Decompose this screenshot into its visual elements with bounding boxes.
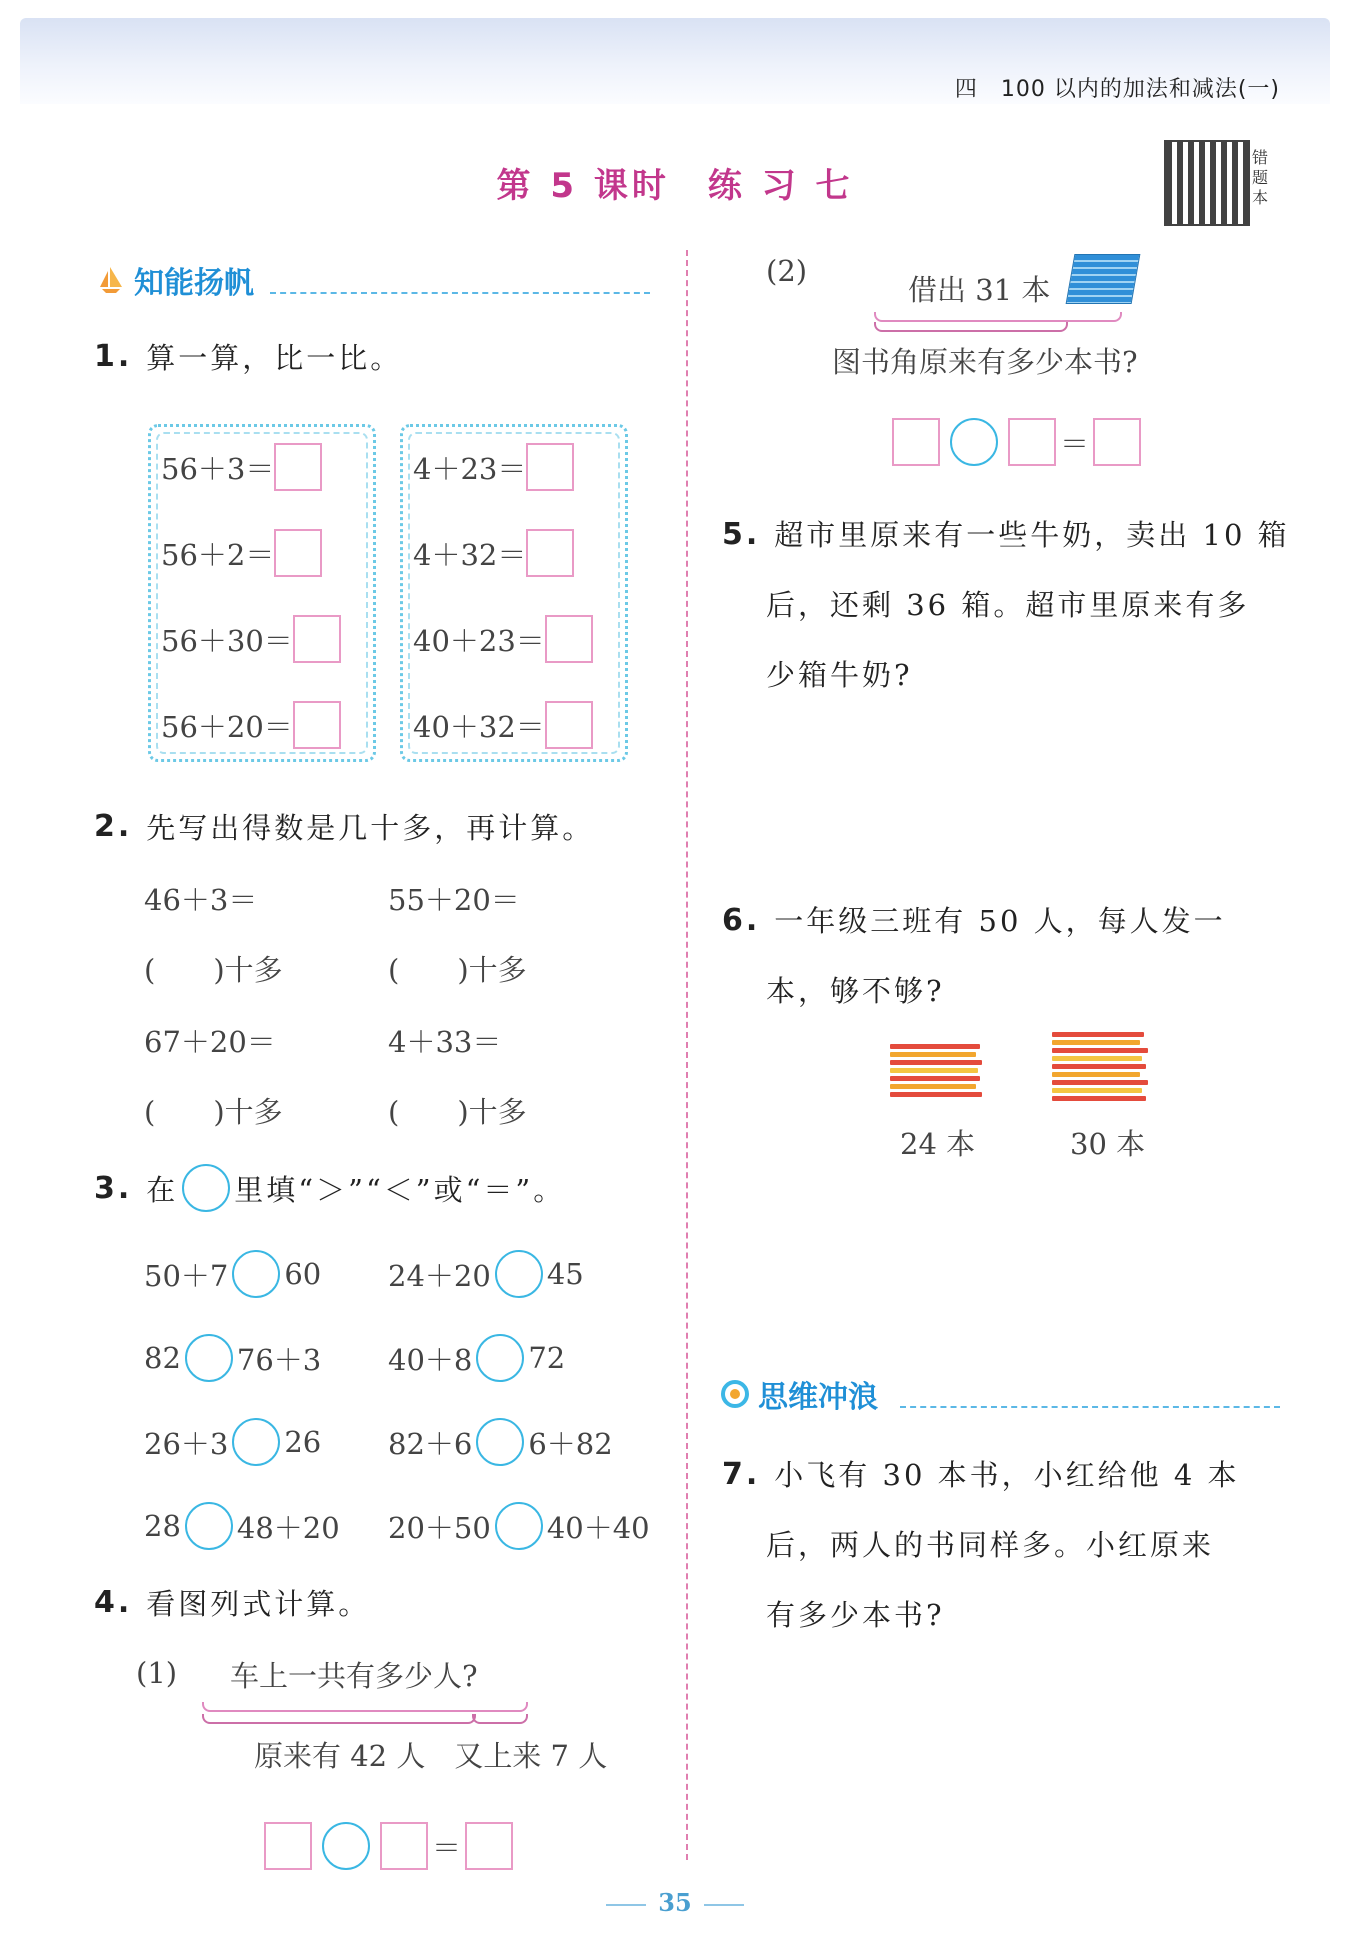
answer-box[interactable]: [274, 529, 322, 577]
answer-box[interactable]: [892, 418, 940, 466]
equation-row: [892, 418, 1141, 466]
expression: 67＋20＝: [144, 1025, 276, 1059]
compare-row: 26＋3 26: [144, 1418, 321, 1466]
question-number: 3.: [94, 1170, 133, 1206]
question-text: 超市里原来有一些牛奶，卖出 10 箱: [774, 518, 1290, 552]
compare-row: 50＋7 60: [144, 1250, 321, 1298]
operator-circle[interactable]: [322, 1822, 370, 1870]
compare-circle[interactable]: [476, 1334, 524, 1382]
sailboat-icon: [96, 265, 126, 295]
question-number: 4.: [94, 1585, 133, 1620]
borrowed-label: 借出 31 本: [908, 273, 1051, 307]
question-1: [94, 336, 402, 377]
answer-box[interactable]: [293, 701, 341, 749]
compare-row: 24＋20 45: [388, 1250, 584, 1298]
question-text: 一年级三班有 50 人，每人发一: [774, 904, 1226, 938]
answer-box[interactable]: [380, 1822, 428, 1870]
book-pile-icon: [890, 1044, 986, 1100]
expression: 4＋32＝: [413, 537, 527, 572]
diagram-question: 图书角原来有多少本书?: [832, 345, 1138, 379]
expression: 40＋32＝: [413, 709, 545, 744]
book-stack-icon: [1070, 254, 1140, 304]
part-brace: [874, 322, 1068, 332]
question-text: 少箱牛奶?: [766, 658, 913, 692]
compare-circle-sample: [182, 1164, 230, 1212]
question-text: 有多少本书?: [766, 1598, 945, 1632]
section-title: 思维冲浪: [758, 1380, 878, 1415]
diagram-parts: 原来有 42 人 又上来 7 人: [254, 1739, 608, 1773]
calc-panel-right: [400, 424, 628, 762]
question-5: [722, 500, 1290, 710]
expression: 40＋23＝: [413, 623, 545, 658]
equals-sign: ＝: [432, 1830, 462, 1865]
answer-box[interactable]: [526, 529, 574, 577]
diagram-question: 车上一共有多少人?: [230, 1659, 478, 1693]
question-text: 算一算，比一比。: [146, 341, 403, 375]
question-text: 小飞有 30 本书，小红给他 4 本: [774, 1458, 1240, 1492]
qr-label: 错题本: [1252, 148, 1269, 207]
pile-label: 30 本: [1070, 1127, 1146, 1161]
answer-box[interactable]: [274, 443, 322, 491]
section-title: 知能扬帆: [134, 266, 254, 301]
compare-row: 20＋50 40＋40: [388, 1502, 650, 1550]
question-text: 在: [146, 1172, 179, 1207]
page-title: 第 5 课时 练 习 七: [496, 166, 854, 206]
page-number: [0, 1888, 1350, 1917]
answer-box[interactable]: [526, 443, 574, 491]
compare-row: 82 76＋3: [144, 1334, 321, 1382]
compare-circle[interactable]: [476, 1418, 524, 1466]
compare-circle[interactable]: [232, 1418, 280, 1466]
subquestion-label: (1): [136, 1656, 178, 1690]
book-pile-icon: [1052, 1032, 1152, 1104]
question-4: [94, 1582, 370, 1623]
compare-row: 28 48＋20: [144, 1502, 340, 1550]
question-6: [722, 886, 1226, 1026]
tens-blank[interactable]: ( )十多: [388, 953, 527, 987]
answer-box[interactable]: [293, 615, 341, 663]
total-brace: [874, 312, 1122, 322]
compare-circle[interactable]: [495, 1250, 543, 1298]
pile-label: 24 本: [900, 1127, 976, 1161]
subquestion-label: (2): [766, 254, 808, 288]
question-7: [722, 1440, 1240, 1650]
equals-sign: ＝: [1060, 426, 1090, 461]
section-underline: [270, 292, 650, 294]
compare-row: 82＋6 6＋82: [388, 1418, 613, 1466]
section-header-1: [96, 258, 254, 302]
qr-code-icon[interactable]: [1164, 140, 1250, 226]
tens-blank[interactable]: ( )十多: [144, 1095, 283, 1129]
question-text: 后，两人的书同样多。小红原来: [766, 1528, 1215, 1562]
question-number: 6.: [722, 903, 761, 938]
question-text: 本，够不够?: [766, 974, 945, 1008]
column-divider: [686, 250, 688, 1860]
question-number: 1.: [94, 339, 133, 374]
part-brace: [472, 1714, 528, 1724]
question-3: [94, 1164, 565, 1212]
part-brace: [202, 1714, 476, 1724]
total-brace: [202, 1702, 528, 1712]
answer-box[interactable]: [264, 1822, 312, 1870]
expression: 4＋33＝: [388, 1025, 502, 1059]
section-underline: [900, 1406, 1280, 1408]
expression: 56＋30＝: [161, 623, 293, 658]
page-number-text: 35: [658, 1888, 692, 1917]
answer-box[interactable]: [545, 615, 593, 663]
answer-box[interactable]: [1008, 418, 1056, 466]
expression: 56＋3＝: [161, 451, 275, 486]
question-text: 看图列式计算。: [146, 1587, 371, 1621]
question-number: 5.: [722, 517, 761, 552]
compare-circle[interactable]: [232, 1250, 280, 1298]
operator-circle[interactable]: [950, 418, 998, 466]
expression: 56＋2＝: [161, 537, 275, 572]
question-number: 2.: [94, 809, 133, 844]
compare-circle[interactable]: [185, 1334, 233, 1382]
section-header-2: [720, 1372, 878, 1416]
calc-panel-left: [148, 424, 376, 762]
chapter-title: 四 100 以内的加法和减法(一): [954, 77, 1280, 102]
compare-circle[interactable]: [495, 1502, 543, 1550]
equation-row: [264, 1822, 513, 1870]
question-number: 7.: [722, 1457, 761, 1492]
answer-box[interactable]: [1093, 418, 1141, 466]
compare-circle[interactable]: [185, 1502, 233, 1550]
answer-box[interactable]: [465, 1822, 513, 1870]
expression: 56＋20＝: [161, 709, 293, 744]
question-2: [94, 806, 594, 847]
tens-blank[interactable]: ( )十多: [388, 1095, 527, 1129]
question-text: 后，还剩 36 箱。超市里原来有多: [766, 588, 1250, 622]
expression: 4＋23＝: [413, 451, 527, 486]
expression: 46＋3＝: [144, 883, 258, 917]
question-text: 先写出得数是几十多，再计算。: [146, 811, 595, 845]
wave-icon: [720, 1379, 750, 1409]
tens-blank[interactable]: ( )十多: [144, 953, 283, 987]
question-text: 里填“＞”“＜”或“＝”。: [234, 1172, 566, 1207]
expression: 55＋20＝: [388, 883, 520, 917]
compare-row: 40＋8 72: [388, 1334, 565, 1382]
answer-box[interactable]: [545, 701, 593, 749]
